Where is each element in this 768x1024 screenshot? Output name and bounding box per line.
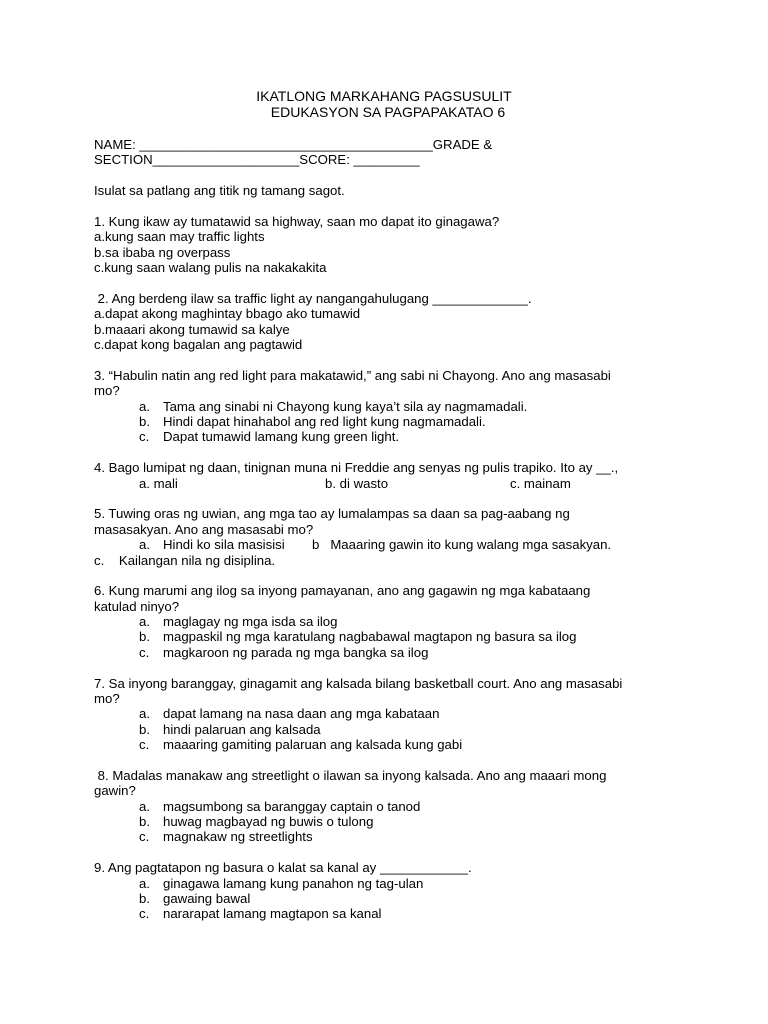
question-9: 9. Ang pagtatapon ng basura o kalat sa kanal ay ____________. (94, 860, 472, 875)
option-text: huwag magbayad ng buwis o tulong (163, 814, 374, 829)
option-text: magkaroon ng parada ng mga bangka sa ilog (163, 645, 429, 660)
instructions: Isulat sa patlang ang titik ng tamang sagot. (94, 183, 345, 198)
option-text: maaaring gamiting palaruan ang kalsada kung gabi (163, 737, 463, 752)
option-letter: a. (139, 706, 150, 721)
q5-option-a (139, 537, 285, 552)
option-text: Hindi dapat hinahabol ang red light kung nagmamadali. (163, 414, 486, 429)
option-letter: b. (139, 814, 150, 829)
option-letter: a. (139, 614, 150, 629)
option-text: Tama ang sinabi ni Chayong kung kaya’t sila ay nagmamadali. (163, 399, 528, 414)
q9-option-c (139, 906, 381, 921)
q6-option-c (139, 645, 428, 660)
option-letter: b. (139, 629, 150, 644)
question-7-cont: mo? (94, 691, 120, 706)
q7-option-a (139, 706, 439, 721)
option-letter: a. (139, 399, 150, 414)
question-3-cont: mo? (94, 383, 120, 398)
question-1: 1. Kung ikaw ay tumatawid sa highway, saan mo dapat ito ginagawa? (94, 214, 500, 229)
option-text: gawaing bawal (163, 891, 251, 906)
question-5: 5. Tuwing oras ng uwian, ang mga tao ay lumalampas sa daan sa pag-aabang ng (94, 506, 570, 521)
q2-option-b: b.maaari akong tumawid sa kalye (94, 322, 290, 337)
q8-option-c (139, 829, 313, 844)
q3-option-b (139, 414, 486, 429)
q4-option-b: b. di wasto (325, 476, 389, 491)
q1-option-a: a.kung saan may traffic lights (94, 229, 265, 244)
q3-option-a (139, 399, 527, 414)
q6-option-a (139, 614, 337, 629)
option-letter: b. (139, 891, 150, 906)
name-grade-line: NAME: ________________________________________GRADE & (94, 137, 493, 152)
question-6: 6. Kung marumi ang ilog sa inyong pamayanan, ano ang gagawin ng mga kabataang (94, 583, 591, 598)
option-text: Dapat tumawid lamang kung green light. (163, 429, 400, 444)
q2-option-a: a.dapat akong maghintay bbago ako tumawid (94, 306, 361, 321)
q3-option-c (139, 429, 399, 444)
option-letter: c. (139, 429, 150, 444)
option-letter: b. (139, 414, 150, 429)
option-letter: c. (139, 906, 150, 921)
question-5-cont: masasakyan. Ano ang masasabi mo? (94, 522, 314, 537)
option-text: ginagawa lamang kung panahon ng tag-ulan (163, 876, 424, 891)
option-letter: c. (139, 645, 150, 660)
exam-title: IKATLONG MARKAHANG PAGSUSULIT (256, 88, 512, 104)
q2-option-c: c.dapat kong bagalan ang pagtawid (94, 337, 303, 352)
q8-option-a (139, 799, 420, 814)
section-score-line: SECTION____________________SCORE: _________ (94, 152, 420, 167)
option-text: maglagay ng mga isda sa ilog (163, 614, 338, 629)
question-6-cont: katulad ninyo? (94, 599, 180, 614)
option-text: magsumbong sa baranggay captain o tanod (163, 799, 421, 814)
q7-option-b (139, 722, 321, 737)
q4-option-c: c. mainam (510, 476, 571, 491)
q7-option-c (139, 737, 462, 752)
option-text: magpaskil ng mga karatulang nagbabawal magtapon ng basura sa ilog (163, 629, 577, 644)
option-text: hindi palaruan ang kalsada (163, 722, 321, 737)
q1-option-c: c.kung saan walang pulis na nakakakita (94, 260, 327, 275)
q1-option-b: b.sa ibaba ng overpass (94, 245, 231, 260)
question-7: 7. Sa inyong baranggay, ginagamit ang kalsada bilang basketball court. Ano ang masasabi (94, 676, 623, 691)
option-letter: c. (139, 737, 150, 752)
option-text: dapat lamang na nasa daan ang mga kabataan (163, 706, 440, 721)
exam-subject: EDUKASYON SA PAGPAPAKATAO 6 (270, 104, 506, 120)
option-letter: b. (139, 722, 150, 737)
option-text: nararapat lamang magtapon sa kanal (163, 906, 382, 921)
option-letter: a. (139, 799, 150, 814)
option-text: magnakaw ng streetlights (163, 829, 313, 844)
q9-option-a (139, 876, 423, 891)
question-4: 4. Bago lumipat ng daan, tinignan muna ni Freddie ang senyas ng pulis trapiko. Ito ay __., (94, 460, 619, 475)
option-letter: c. (139, 829, 150, 844)
question-8: 8. Madalas manakaw ang streetlight o ilawan sa inyong kalsada. Ano ang maaari mong (94, 768, 607, 783)
q5-option-b: b Maaaring gawin ito kung walang mga sasakyan. (312, 537, 612, 552)
q8-option-b (139, 814, 373, 829)
question-8-cont: gawin? (94, 783, 136, 798)
q9-option-b (139, 891, 250, 906)
q5-option-c: c. Kailangan nila ng disiplina. (94, 553, 276, 568)
option-text: Hindi ko sila masisisi (163, 537, 285, 552)
question-2: 2. Ang berdeng ilaw sa traffic light ay nangangahulugang _____________. (94, 291, 532, 306)
option-letter: a. (139, 876, 150, 891)
question-3: 3. “Habulin natin ang red light para makatawid,” ang sabi ni Chayong. Ano ang masasabi (94, 368, 611, 383)
q4-option-a: a. mali (139, 476, 178, 491)
q6-option-b (139, 629, 576, 644)
option-letter: a. (139, 537, 150, 552)
